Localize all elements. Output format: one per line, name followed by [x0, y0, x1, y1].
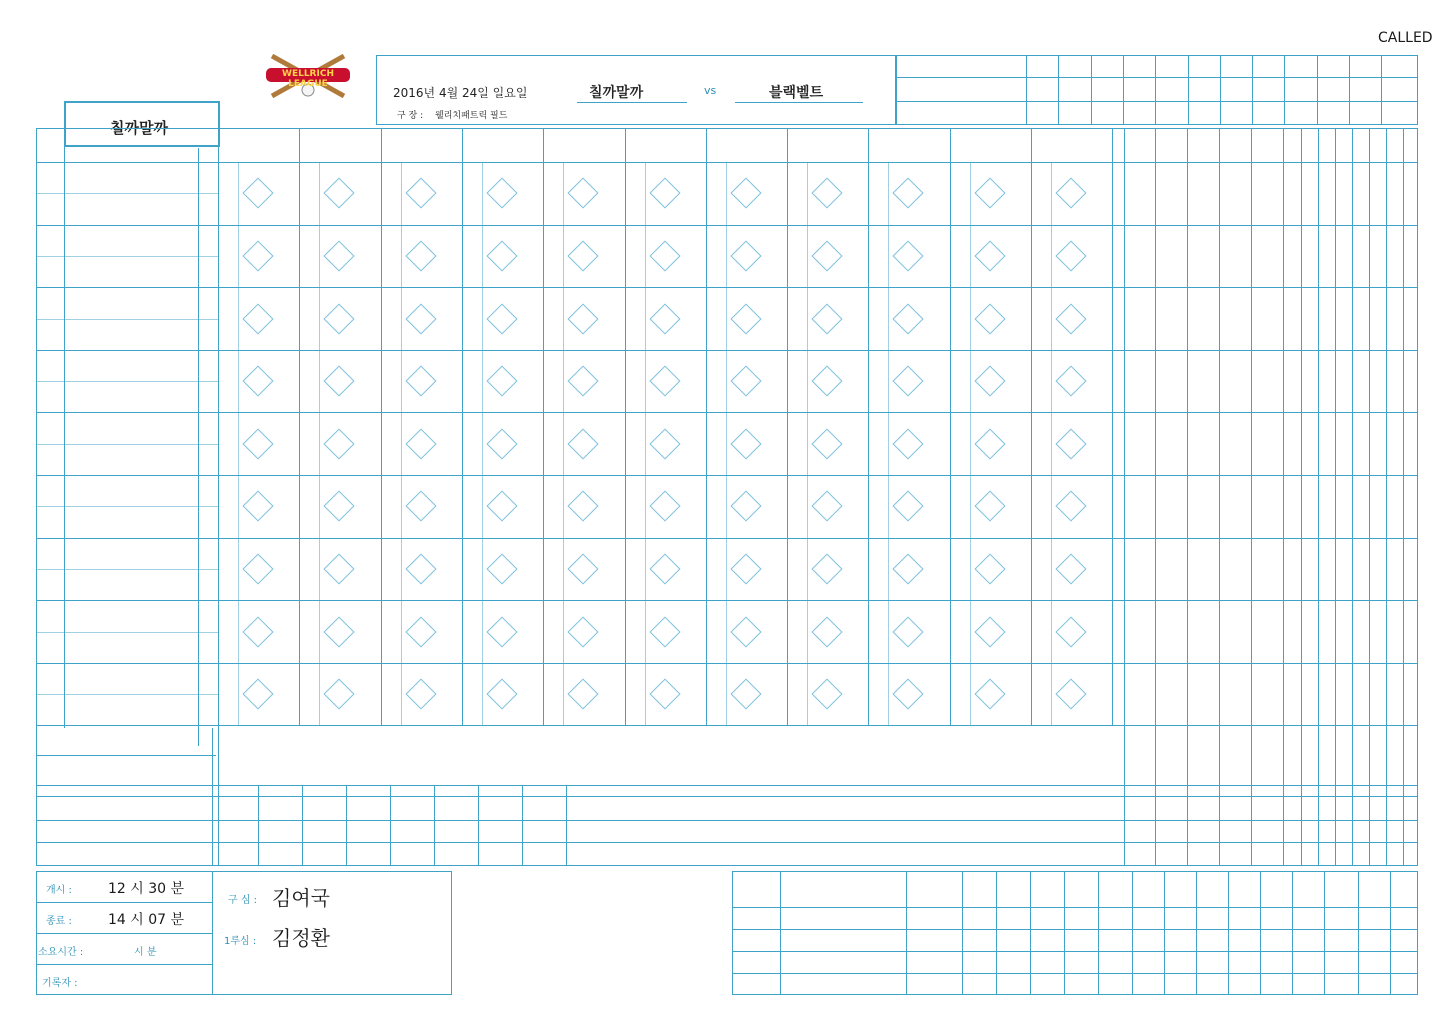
grid-line — [1051, 287, 1052, 350]
grid-line — [563, 600, 564, 663]
grid-line — [1051, 350, 1052, 413]
grid-line — [645, 538, 646, 601]
grid-line — [970, 663, 971, 726]
grid-line — [645, 663, 646, 726]
grid-line — [645, 287, 646, 350]
grid-line — [970, 475, 971, 538]
grid-line — [888, 412, 889, 475]
grid-line — [645, 412, 646, 475]
grid-line — [36, 256, 218, 257]
grid-line — [36, 162, 1418, 163]
grid-line — [1058, 55, 1059, 125]
grid-line — [36, 842, 1418, 843]
logo-text: WELLRICH LEAGUE — [282, 69, 334, 89]
grid-line — [1318, 128, 1319, 866]
grid-line — [888, 475, 889, 538]
grid-line — [319, 350, 320, 413]
grid-line — [726, 412, 727, 475]
grid-line — [482, 475, 483, 538]
grid-line — [1051, 538, 1052, 601]
grid-line — [896, 101, 1418, 102]
grid-line — [726, 475, 727, 538]
grid-line — [1369, 128, 1370, 866]
grid-line — [482, 600, 483, 663]
team-b-name: 블랙벨트 — [769, 85, 824, 101]
grid-line — [1220, 55, 1221, 125]
grid-line — [970, 600, 971, 663]
grid-line — [726, 162, 727, 225]
grid-line — [726, 225, 727, 288]
grid-line — [906, 871, 907, 995]
grid-line — [238, 412, 239, 475]
grid-line — [36, 755, 216, 756]
grid-line — [401, 663, 402, 726]
grid-line — [401, 475, 402, 538]
grid-line — [1164, 871, 1165, 995]
grid-line — [1187, 128, 1188, 866]
grid-line — [950, 128, 951, 726]
league-logo — [262, 52, 354, 100]
grid-line — [888, 663, 889, 726]
grid-line — [543, 128, 544, 726]
called-note: CALLED — [1378, 30, 1433, 46]
game-header — [376, 55, 896, 125]
grid-line — [36, 538, 1418, 539]
grid-line — [238, 538, 239, 601]
grid-line — [212, 728, 213, 866]
scoring-grid — [36, 128, 1418, 866]
grid-line — [238, 350, 239, 413]
grid-line — [238, 663, 239, 726]
grid-line — [888, 225, 889, 288]
grid-line — [1051, 162, 1052, 225]
grid-line — [319, 600, 320, 663]
grid-line — [390, 786, 391, 866]
grid-line — [1317, 55, 1318, 125]
field-label: 구 장 : — [397, 111, 424, 121]
grid-line — [36, 381, 218, 382]
chief-ump-name: 김여국 — [272, 886, 330, 910]
grid-line — [563, 538, 564, 601]
grid-line — [319, 538, 320, 601]
grid-line — [645, 475, 646, 538]
grid-line — [198, 148, 199, 746]
grid-line — [1051, 663, 1052, 726]
grid-line — [732, 907, 1418, 908]
grid-line — [401, 162, 402, 225]
grid-line — [238, 225, 239, 288]
grid-line — [319, 663, 320, 726]
grid-line — [970, 350, 971, 413]
grid-line — [726, 663, 727, 726]
grid-line — [238, 287, 239, 350]
grid-line — [1228, 871, 1229, 995]
grid-line — [645, 350, 646, 413]
grid-line — [238, 162, 239, 225]
grid-line — [732, 973, 1418, 974]
grid-line — [563, 663, 564, 726]
grid-line — [780, 871, 781, 995]
grid-line — [962, 871, 963, 995]
grid-line — [36, 663, 1418, 664]
grid-line — [1051, 600, 1052, 663]
grid-line — [218, 128, 219, 866]
end-value: 14 시 07 분 — [108, 912, 185, 928]
grid-line — [319, 475, 320, 538]
grid-line — [732, 929, 1418, 930]
grid-line — [807, 538, 808, 601]
grid-line — [706, 128, 707, 726]
grid-line — [888, 162, 889, 225]
grid-line — [1324, 871, 1325, 995]
grid-line — [401, 412, 402, 475]
grid-line — [1123, 55, 1124, 125]
grid-line — [482, 350, 483, 413]
grid-line — [970, 538, 971, 601]
grid-line — [1051, 225, 1052, 288]
grid-line — [36, 796, 1418, 797]
grid-line — [482, 412, 483, 475]
grid-line — [1112, 128, 1113, 726]
grid-line — [726, 287, 727, 350]
grid-line — [401, 225, 402, 288]
duration-units: 시 분 — [134, 947, 157, 958]
grid-line — [807, 412, 808, 475]
grid-line — [1284, 55, 1285, 125]
grid-line — [319, 225, 320, 288]
grid-line — [970, 225, 971, 288]
grid-line — [1188, 55, 1189, 125]
grid-line — [1292, 871, 1293, 995]
field-name: 웰리치패트릭 필드 — [435, 111, 508, 121]
grid-line — [807, 350, 808, 413]
grid-line — [478, 786, 479, 866]
grid-line — [299, 128, 300, 726]
grid-line — [996, 871, 997, 995]
grid-line — [1381, 55, 1382, 125]
grid-line — [401, 287, 402, 350]
grid-line — [1026, 55, 1027, 125]
grid-line — [36, 319, 218, 320]
grid-line — [36, 225, 1418, 226]
grid-line — [563, 162, 564, 225]
grid-line — [482, 225, 483, 288]
grid-line — [645, 162, 646, 225]
grid-line — [36, 694, 218, 695]
grid-line — [36, 600, 1418, 601]
duration-label: 소요시간 : — [38, 947, 84, 958]
grid-line — [1155, 55, 1156, 125]
grid-line — [1335, 128, 1336, 866]
grid-line — [1352, 128, 1353, 866]
grid-line — [1251, 128, 1252, 866]
line-score-table — [896, 55, 1418, 125]
first-ump-name: 김정환 — [272, 926, 330, 950]
grid-line — [401, 350, 402, 413]
grid-line — [238, 475, 239, 538]
game-date: 2016년 4월 24일 일요일 — [393, 86, 528, 100]
grid-line — [36, 193, 218, 194]
grid-line — [1051, 475, 1052, 538]
grid-line — [36, 287, 1418, 288]
grid-line — [807, 663, 808, 726]
grid-line — [888, 350, 889, 413]
start-value: 12 시 30 분 — [108, 881, 185, 897]
grid-line — [807, 475, 808, 538]
grid-line — [807, 600, 808, 663]
grid-line — [36, 725, 1418, 726]
team-box-name: 칠까말까 — [110, 119, 168, 137]
grid-line — [563, 412, 564, 475]
grid-line — [1403, 128, 1404, 866]
grid-line — [1098, 871, 1099, 995]
grid-line — [36, 820, 1418, 821]
grid-line — [1390, 871, 1391, 995]
grid-line — [970, 412, 971, 475]
grid-line — [258, 786, 259, 866]
grid-line — [807, 287, 808, 350]
vs-label: vs — [704, 84, 717, 97]
start-label: 개시 : — [46, 885, 72, 896]
grid-line — [381, 128, 382, 726]
grid-line — [807, 225, 808, 288]
grid-line — [1386, 128, 1387, 866]
grid-line — [807, 162, 808, 225]
grid-line — [36, 569, 218, 570]
grid-line — [482, 287, 483, 350]
grid-line — [970, 287, 971, 350]
grid-line — [1301, 128, 1302, 866]
first-ump-label: 1루심 : — [224, 936, 257, 947]
grid-line — [726, 350, 727, 413]
grid-line — [787, 128, 788, 726]
grid-line — [1196, 871, 1197, 995]
grid-line — [896, 77, 1418, 78]
grid-line — [36, 412, 1418, 413]
grid-line — [1260, 871, 1261, 995]
grid-line — [566, 786, 567, 866]
grid-line — [1031, 128, 1032, 726]
grid-line — [302, 786, 303, 866]
grid-line — [1283, 128, 1284, 866]
grid-line — [319, 162, 320, 225]
grid-line — [563, 475, 564, 538]
grid-line — [1252, 55, 1253, 125]
grid-line — [36, 444, 218, 445]
grid-line — [36, 785, 1418, 786]
grid-line — [482, 663, 483, 726]
grid-line — [1155, 128, 1156, 866]
grid-line — [563, 287, 564, 350]
end-label: 종료 : — [46, 916, 72, 927]
grid-line — [970, 162, 971, 225]
grid-line — [1030, 871, 1031, 995]
grid-line — [1064, 871, 1065, 995]
grid-line — [238, 600, 239, 663]
grid-line — [868, 128, 869, 726]
grid-line — [645, 600, 646, 663]
grid-line — [645, 225, 646, 288]
grid-line — [1349, 55, 1350, 125]
grid-line — [1219, 128, 1220, 866]
grid-line — [1051, 412, 1052, 475]
grid-line — [434, 786, 435, 866]
grid-line — [401, 600, 402, 663]
grid-line — [888, 538, 889, 601]
grid-line — [1124, 128, 1125, 866]
grid-line — [462, 128, 463, 726]
grid-line — [732, 951, 1418, 952]
pitcher-table — [732, 871, 1418, 995]
grid-line — [888, 287, 889, 350]
grid-line — [346, 786, 347, 866]
grid-line — [482, 538, 483, 601]
grid-line — [36, 506, 218, 507]
grid-line — [888, 600, 889, 663]
grid-line — [522, 786, 523, 866]
grid-line — [36, 632, 218, 633]
grid-line — [563, 225, 564, 288]
grid-line — [64, 128, 65, 728]
grid-line — [482, 162, 483, 225]
grid-line — [726, 538, 727, 601]
team-a-name: 칠까말까 — [589, 85, 644, 101]
grid-line — [319, 412, 320, 475]
chief-ump-label: 구 심 : — [228, 895, 258, 906]
grid-line — [1091, 55, 1092, 125]
grid-line — [625, 128, 626, 726]
grid-line — [36, 475, 1418, 476]
grid-line — [401, 538, 402, 601]
grid-line — [319, 287, 320, 350]
grid-line — [563, 350, 564, 413]
recorder-label: 기록자 : — [42, 978, 78, 989]
grid-line — [1358, 871, 1359, 995]
grid-line — [36, 350, 1418, 351]
grid-line — [1132, 871, 1133, 995]
grid-line — [726, 600, 727, 663]
